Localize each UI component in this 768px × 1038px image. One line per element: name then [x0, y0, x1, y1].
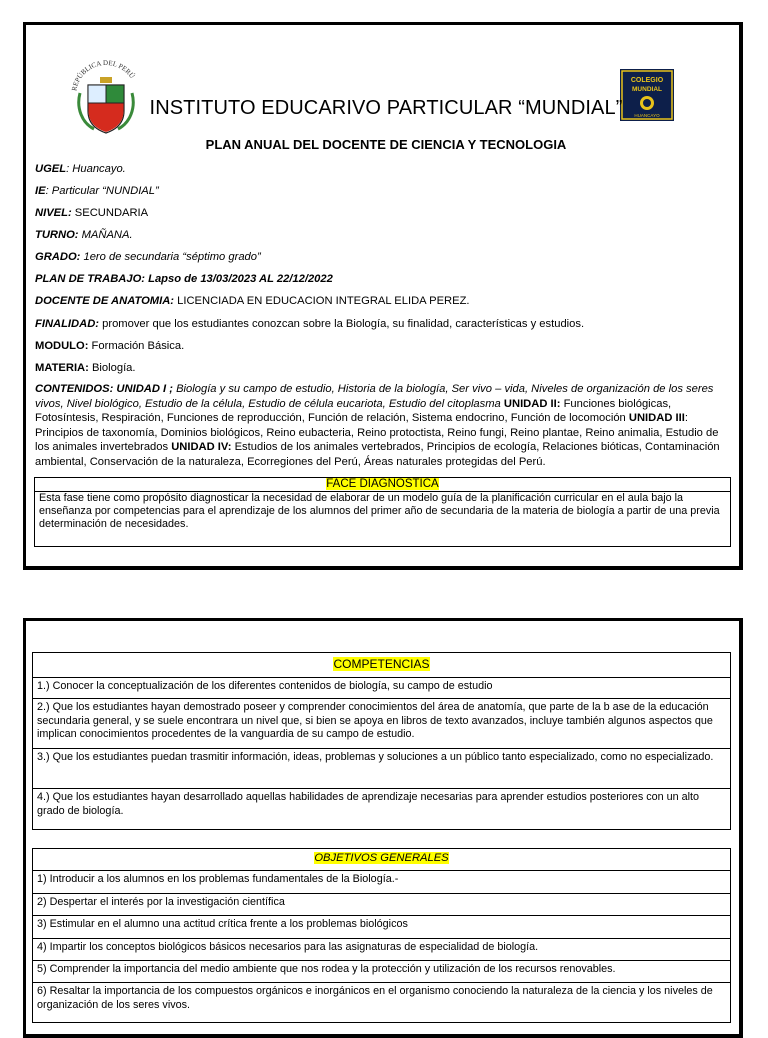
plan-title: PLAN ANUAL DEL DOCENTE DE CIENCIA Y TECNOLOGIA [205, 137, 567, 152]
competencias-heading [33, 653, 730, 679]
objetivo-item: 5) Comprender la importancia del medio ambiente que nos rodea y la protección y utilización de los recursos renovables. [33, 960, 730, 982]
unidad-2-label: UNIDAD II: [500, 397, 561, 410]
nivel-value: SECUNDARIA [71, 207, 149, 219]
materia-line [35, 361, 735, 375]
ugel-label: UGEL [35, 163, 67, 175]
institution-title: INSTITUTO EDUCARIVO PARTICULAR “MUNDIAL” [149, 97, 623, 119]
unidad-4-label: UNIDAD IV: [171, 441, 232, 453]
objetivo-item: 6) Resaltar la importancia de los compuestos orgánicos e inorgánicos en el organismo conociendo la naturaleza de la ciencia y los niveles de organización de los seres vivos. [33, 982, 730, 1022]
svg-text:REPÚBLICA DEL PERÚ: REPÚBLICA DEL PERÚ [70, 58, 137, 92]
ugel-line [35, 162, 735, 176]
unidad-4-text: Estudios de los animales vertebrados, Principios de ecología, Relaciones bióticas, Contaminación ambiental, Conservación de la naturaleza, Ecorregiones del Perú, Áreas naturales protegidas del Perú. [35, 441, 720, 468]
svg-text:COLEGIO: COLEGIO [630, 77, 664, 84]
fase-diagnostica-text: Esta fase tiene como propósito diagnosticar la necesidad de elaborar de un modelo guía de la planificación curricular en el aula bajo la enseñanza por competencias para el aprendizaje de los alumnos del primer año de secundaria de la materia de biología a partir de una previa determinación de necesidades. [35, 491, 730, 531]
modulo-label: MODULO: [35, 340, 89, 352]
competencia-item: 4.) Que los estudiantes hayan desarrollado aquellas habilidades de aprendizaje necesarias para aprender estudios posteriores con un alto grado de biología. [33, 788, 730, 830]
ugel-value: : Huancayo. [66, 163, 126, 175]
finalidad-value: promover que los estudiantes conozcan sobre la Biología, su finalidad, características y estudios. [99, 318, 585, 330]
fase-diagnostica-title: FACE DIAGNOSTICA [326, 478, 439, 490]
materia-label: MATERIA: [35, 362, 89, 374]
objetivo-item: 2) Despertar el interés por la investigación científica [33, 893, 730, 915]
unidad-3-text: : Principios de taxonomía, Dominios biológicos, Reino eubacteria, Reino protoctista, Reino fungi, Reino plantae, Reino animalia, Estudio de los animales invertebrados [35, 412, 719, 453]
competencia-item: 3.) Que los estudiantes puedan trasmitir información, ideas, problemas y soluciones a un público tanto especializado, como no especializado. [33, 748, 730, 788]
docente-value: LICENCIADA EN EDUCACION INTEGRAL ELIDA PEREZ. [174, 295, 470, 307]
docente-line [35, 294, 735, 308]
objetivo-item: 1) Introducir a los alumnos en los problemas fundamentales de la Biología.- [33, 870, 730, 893]
objetivos-heading [33, 849, 730, 872]
competencias-title: COMPETENCIAS [333, 657, 430, 671]
fase-diagnostica-box [34, 477, 731, 547]
ie-label: IE [35, 185, 46, 197]
plan-trabajo-label: PLAN DE TRABAJO: Lapso de 13/03/2023 AL 22/12/2022 [35, 273, 333, 285]
document-page-1 [23, 22, 743, 570]
nivel-line [35, 206, 735, 220]
document-page-2 [23, 618, 743, 1038]
turno-line [35, 228, 735, 242]
fase-diagnostica-heading [35, 478, 730, 491]
turno-label: TURNO: [35, 229, 79, 241]
modulo-value: Formación Básica. [88, 340, 185, 352]
grado-value: 1ero de secundaria “séptimo grado” [80, 251, 261, 263]
unidad-2-text: Funciones biológicas, Fotosíntesis, Respiración, Funciones de reproducción, Función de relación, Sistema endocrino, Función de locomoción [35, 397, 672, 424]
nivel-label: NIVEL: [35, 207, 72, 219]
contenidos-label: CONTENIDOS: UNIDAD I ; [35, 383, 173, 395]
finalidad-label: FINALIDAD: [35, 318, 100, 330]
materia-value: Biología. [88, 362, 136, 374]
objetivos-title: OBJETIVOS GENERALES [314, 852, 449, 864]
svg-text:MUNDIAL: MUNDIAL [632, 86, 662, 93]
objetivo-item: 3) Estimular en el alumno una actitud crítica frente a los problemas biológicos [33, 915, 730, 938]
competencia-item: 2.) Que los estudiantes hayan demostrado poseer y comprender conocimientos del área de anatomía, que parte de la b ase de la educación secundaria general, y se suele encontrara un nivel que, si bien se apoya en libros de texto avanzados, incluye también algunos aspectos que implican conocimientos procedentes de la vanguardia de su campo de estudio. [33, 698, 730, 748]
objetivos-table [32, 848, 731, 1023]
svg-text:HUANCAYO: HUANCAYO [634, 113, 660, 118]
unidad-3-label: UNIDAD III [628, 412, 685, 424]
turno-value: MAÑANA. [78, 229, 133, 241]
objetivo-item: 4) Impartir los conceptos biológicos básicos necesarios para las asignaturas de especialidad de biología. [33, 938, 730, 960]
ie-line [35, 184, 735, 198]
docente-label: DOCENTE DE ANATOMIA: [35, 295, 175, 307]
plan-trabajo-line [35, 272, 735, 286]
grado-label: GRADO: [35, 251, 81, 263]
grado-line [35, 250, 735, 264]
ie-value: : Particular “NUNDIAL” [45, 185, 159, 197]
modulo-line [35, 339, 735, 353]
finalidad-line [35, 317, 735, 331]
competencia-item: 1.) Conocer la conceptualización de los diferentes contenidos de biología, su campo de estudio [33, 677, 730, 698]
contenidos-paragraph [35, 382, 731, 469]
competencias-table [32, 652, 731, 830]
unidad-1-text: Biología y su campo de estudio, Historia de la biología, Ser vivo – vida, Niveles de organización de los seres vivos, Nivel biológico, Estudio de la célula, Estudio de célula eucariota, Estudio del citoplasma [35, 383, 714, 410]
